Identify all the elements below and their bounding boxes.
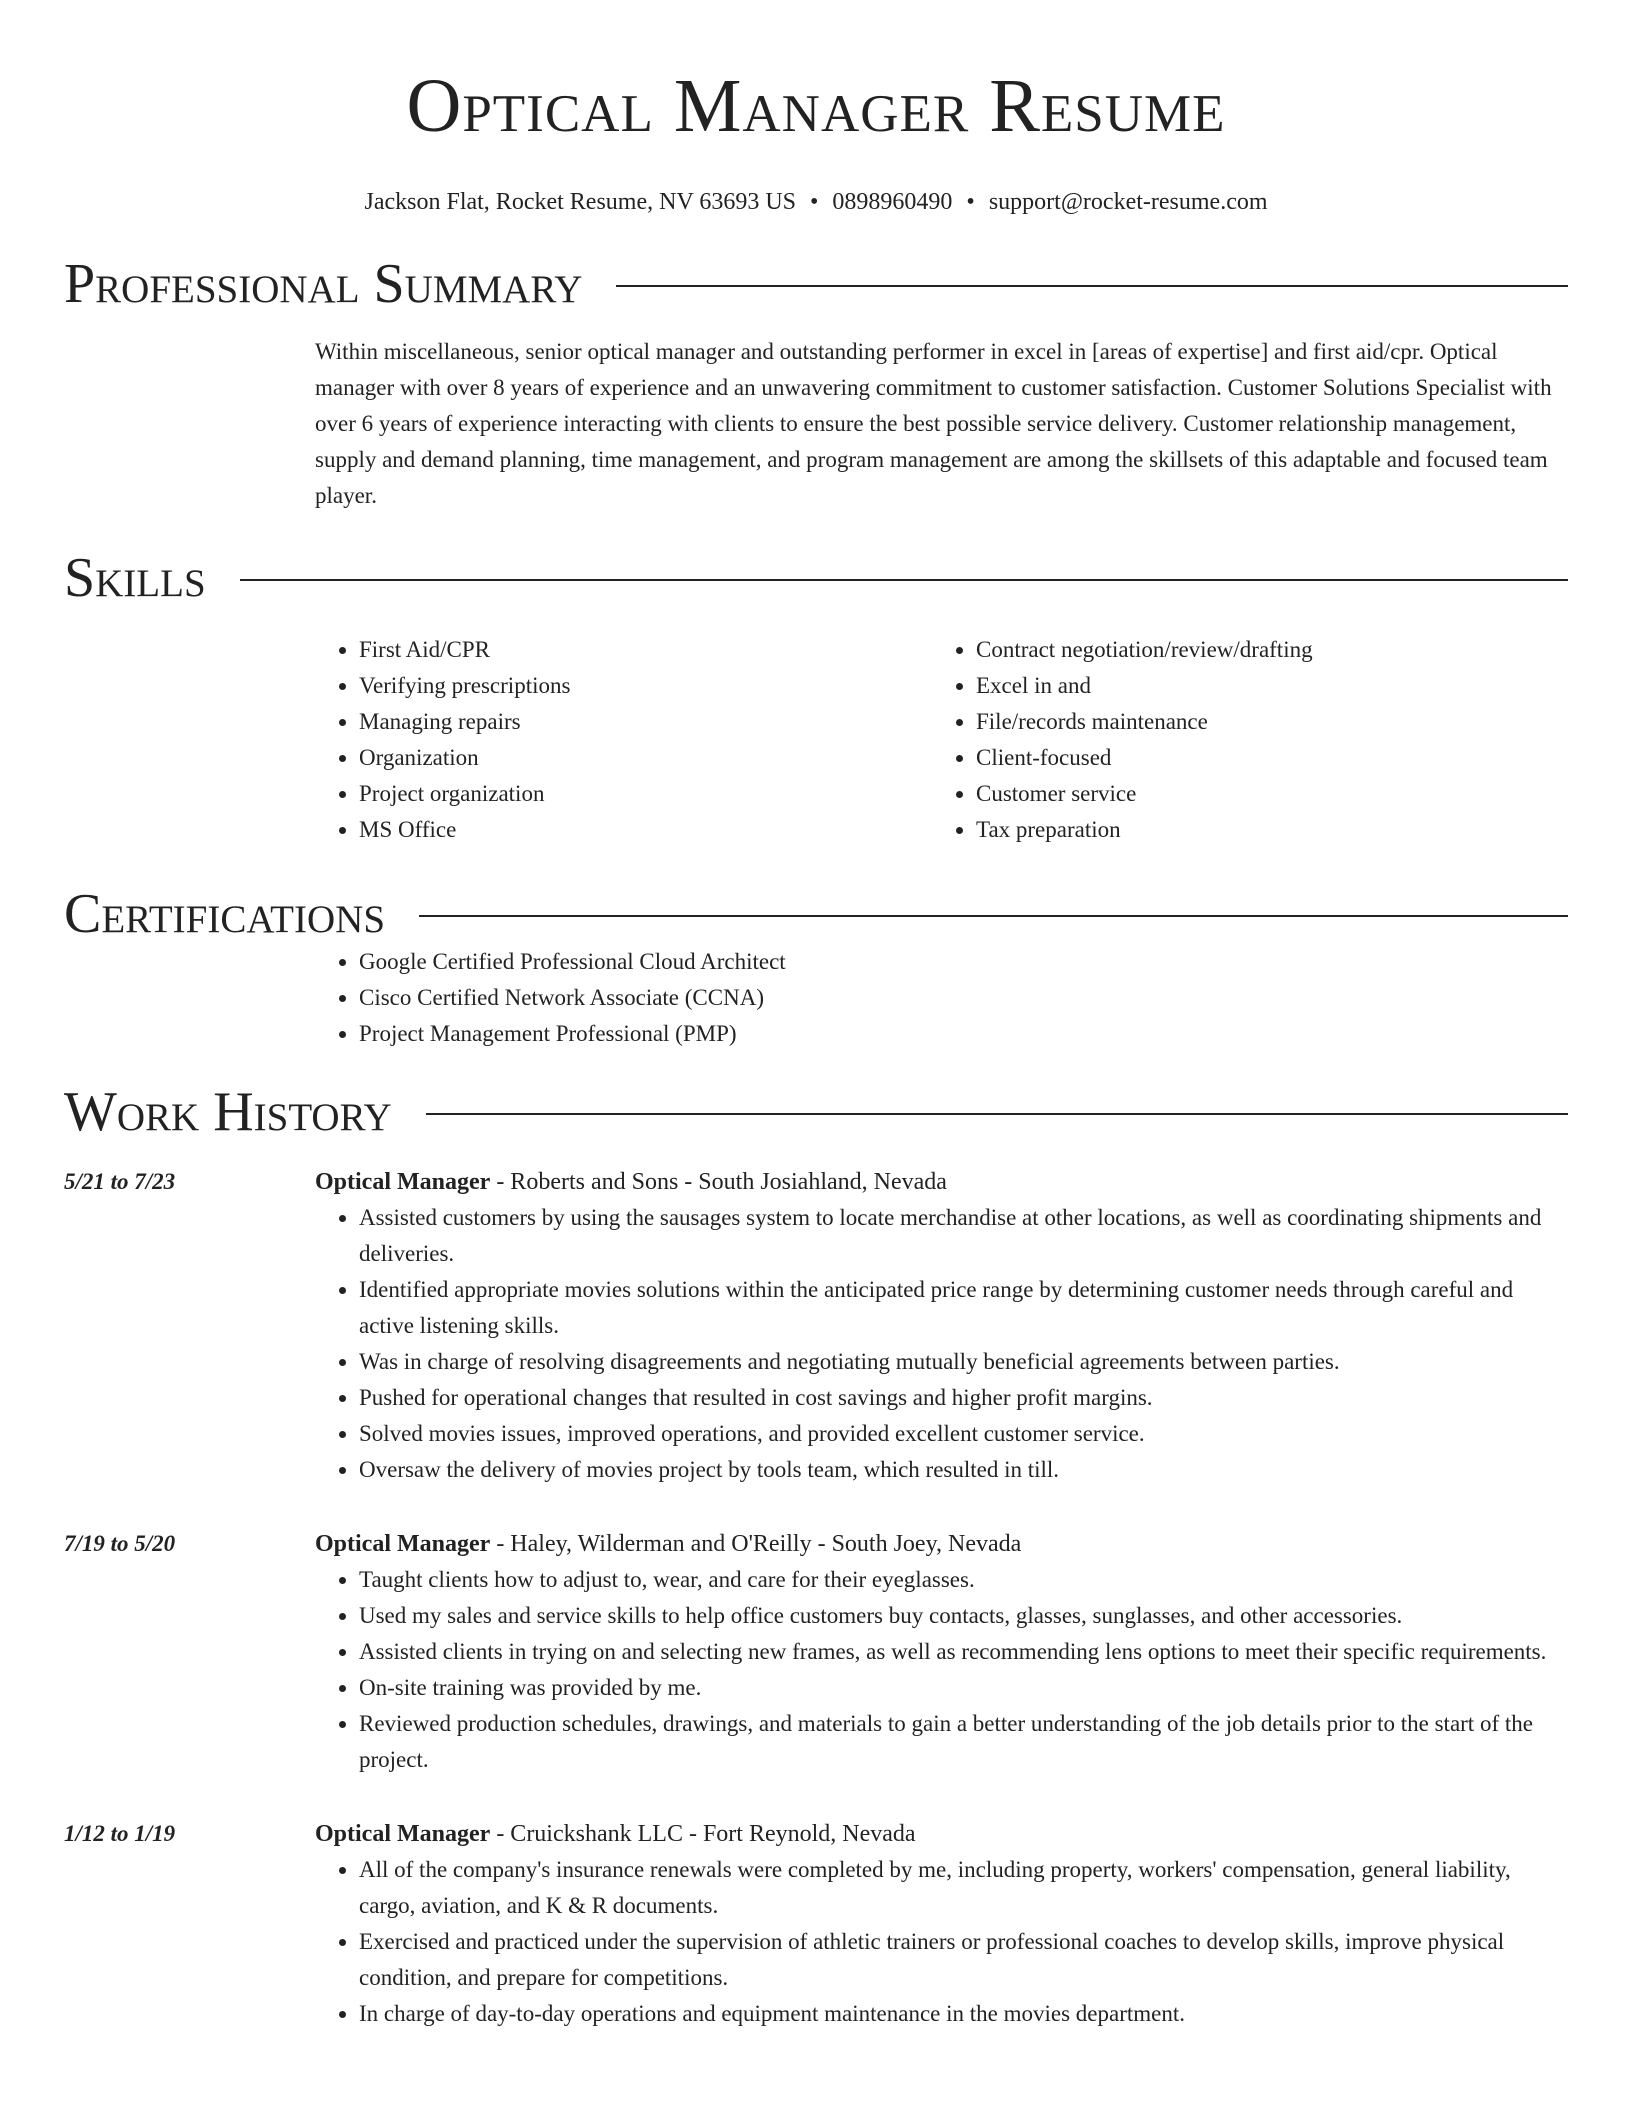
summary-section: [64, 254, 1568, 514]
job-duty-item: • Oversaw the delivery of movies project by tools team, which resulted in till.: [359, 1452, 1568, 1488]
certification-item: • Google Certified Professional Cloud Architect: [359, 944, 1568, 980]
contact-separator: •: [810, 189, 819, 215]
job-company-location: - Cruickshank LLC - Fort Reynold, Nevada: [490, 1821, 916, 1847]
job-duties-list: [315, 1852, 1568, 2032]
skill-item: • Contract negotiation/review/drafting: [976, 632, 1549, 668]
job-duty-item: • Used my sales and service skills to help office customers buy contacts, glasses, sunglasses, and other accessories.: [359, 1598, 1568, 1634]
job-entry: [64, 1526, 1568, 1778]
job-title: Optical Manager: [315, 1169, 491, 1195]
job-duty-item: • Identified appropriate movies solutions within the anticipated price range by determining customer needs through careful and active listening skills.: [359, 1272, 1568, 1344]
job-dates: 1/12 to 1/19: [64, 1821, 176, 1846]
certifications-section: [64, 884, 1568, 1052]
job-duty-item: • All of the company's insurance renewals were completed by me, including property, workers' compensation, general liability, cargo, aviation, and K & R documents.: [359, 1852, 1568, 1924]
skills-list-left: [315, 632, 932, 848]
job-duty-item: • In charge of day-to-day operations and equipment maintenance in the movies department.: [359, 1996, 1568, 2032]
skill-item: • MS Office: [359, 812, 932, 848]
job-duty-item: • Pushed for operational changes that resulted in cost savings and higher profit margins.: [359, 1380, 1568, 1416]
contact-email: support@rocket-resume.com: [988, 189, 1268, 215]
resume-title: Optical Manager Resume: [406, 64, 1226, 148]
job-duty-item: • Solved movies issues, improved operations, and provided excellent customer service.: [359, 1416, 1568, 1452]
certifications-header: [64, 884, 1568, 944]
skill-item: • File/records maintenance: [976, 704, 1549, 740]
section-divider: [616, 285, 1568, 287]
contact-line: [64, 186, 1568, 218]
skills-grid: [315, 632, 1568, 848]
job-duty-item: • Assisted customers by using the sausages system to locate merchandise at other locations, as well as coordinating shipments and deliveries.: [359, 1200, 1568, 1272]
job-company-location: - Roberts and Sons - South Josiahland, Nevada: [490, 1169, 947, 1195]
section-divider: [419, 915, 1568, 917]
summary-body: [315, 334, 1568, 514]
job-title: Optical Manager: [315, 1531, 491, 1557]
skills-list-right: [932, 632, 1549, 848]
skill-item: • Client-focused: [976, 740, 1549, 776]
contact-address: Jackson Flat, Rocket Resume, NV 63693 US: [364, 189, 797, 215]
job-duties-list: [315, 1562, 1568, 1778]
job-header: [315, 1816, 1568, 1852]
skill-item: • Project organization: [359, 776, 932, 812]
job-duty-item: • Taught clients how to adjust to, wear, and care for their eyeglasses.: [359, 1562, 1568, 1598]
skill-item: • Tax preparation: [976, 812, 1549, 848]
skills-section: [64, 548, 1568, 848]
job-main: [315, 1816, 1568, 2032]
skills-column-right: [932, 632, 1549, 848]
certification-item: • Project Management Professional (PMP): [359, 1016, 1568, 1052]
contact-phone: 0898960490: [832, 189, 953, 215]
job-main: [315, 1164, 1568, 1488]
skill-item: • Managing repairs: [359, 704, 932, 740]
contact-separator: •: [966, 189, 975, 215]
skill-item: • Organization: [359, 740, 932, 776]
skill-item: • Verifying prescriptions: [359, 668, 932, 704]
certifications-list: [315, 944, 1568, 1052]
skill-item: • Excel in and: [976, 668, 1549, 704]
section-divider: [240, 579, 1568, 581]
job-duty-item: • Reviewed production schedules, drawings, and materials to gain a better understanding of the job details prior to the start of the project.: [359, 1706, 1568, 1778]
job-entry: [64, 1816, 1568, 2032]
summary-header: [64, 254, 1568, 314]
job-dates: 7/19 to 5/20: [64, 1531, 176, 1556]
job-entry: [64, 1164, 1568, 1488]
skill-item: • First Aid/CPR: [359, 632, 932, 668]
job-duty-item: • Exercised and practiced under the supervision of athletic trainers or professional coaches to develop skills, improve physical condition, and prepare for competitions.: [359, 1924, 1568, 1996]
job-dates: 5/21 to 7/23: [64, 1169, 176, 1194]
section-divider: [426, 1113, 1568, 1115]
job-header: [315, 1526, 1568, 1562]
certifications-body: [315, 944, 1568, 1052]
job-header: [315, 1164, 1568, 1200]
job-duties-list: [315, 1200, 1568, 1488]
job-duty-item: • Assisted clients in trying on and selecting new frames, as well as recommending lens options to meet their specific requirements.: [359, 1634, 1568, 1670]
job-main: [315, 1526, 1568, 1778]
skill-item: • Customer service: [976, 776, 1549, 812]
certifications-heading: Certifications: [64, 883, 386, 945]
work-history-section: [64, 1082, 1568, 2032]
job-duty-item: • On-site training was provided by me.: [359, 1670, 1568, 1706]
skills-heading: Skills: [64, 547, 206, 609]
skills-column-left: [315, 632, 932, 848]
work-history-header: [64, 1082, 1568, 1142]
job-title: Optical Manager: [315, 1821, 491, 1847]
summary-text: Within miscellaneous, senior optical manager and outstanding performer in excel in [areas of expertise] and first aid/cpr. Optical manager with over 8 years of experience and an unwavering commitment to customer satisfaction. Customer Solutions Specialist with over 6 years of experience interacting with clients to ensure the best possible service delivery. Customer relationship management, supply and demand planning, time management, and program management are among the skillsets of this adaptable and focused team player.: [315, 339, 1552, 508]
skills-header: [64, 548, 1568, 608]
skills-body: [315, 632, 1568, 848]
job-duty-item: • Was in charge of resolving disagreements and negotiating mutually beneficial agreements between parties.: [359, 1344, 1568, 1380]
work-history-heading: Work History: [64, 1081, 392, 1143]
job-company-location: - Haley, Wilderman and O'Reilly - South Joey, Nevada: [490, 1531, 1022, 1557]
certification-item: • Cisco Certified Network Associate (CCNA): [359, 980, 1568, 1016]
summary-heading: Professional Summary: [64, 253, 583, 315]
